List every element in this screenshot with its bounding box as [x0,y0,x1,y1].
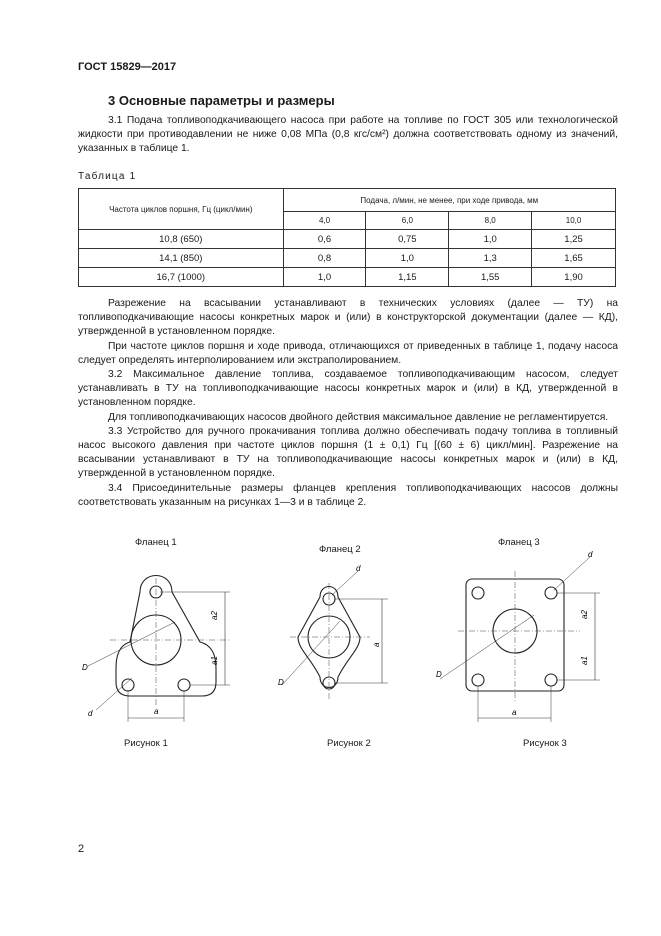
table-1 [78,188,616,287]
table-cell: 0,75 [366,230,449,249]
paragraph: 3.2 Максимальное давление топлива, создаваемое топливоподкачивающим насосом, следует устанавливать в ТУ на топливоподкачивающие насосы конкретных марок и (или) в КД, утвержденной в установленном порядке. [78,369,618,409]
dim-label: a [512,708,517,717]
flange-1-drawing [80,550,240,730]
document-header: ГОСТ 15829—2017 [78,61,177,73]
table-row [79,249,616,268]
table-cell: 10,8 (650) [79,230,284,249]
flange-3-drawing [430,547,610,732]
page-number: 2 [78,843,85,855]
stroke-header: 8,0 [449,212,532,230]
table-cell: 1,65 [532,249,616,268]
table-cell: 0,6 [283,230,366,249]
paragraph: Для топливоподкачивающих насосов двойного действия максимальное давление не регламентируется. [108,411,609,423]
dim-label: D [82,663,88,672]
paragraph: При частоте циклов поршня и ходе привода, отличающихся от приведенных в таблице 1, подачу насоса следует определять интерполированием или экстраполированием. [78,340,618,366]
figure-3-title: Фланец 3 [498,537,540,548]
section-title: 3 Основные параметры и размеры [108,93,335,108]
body-text [78,297,618,510]
dim-label: d [588,550,593,559]
paragraph-3-1 [78,114,618,157]
table-cell: 1,0 [283,268,366,287]
table-row-header: Частота циклов поршня, Гц (цикл/мин) [79,189,284,230]
paragraph: 3.4 Присоединительные размеры фланцев крепления топливоподкачивающих насосов должны соответствовать указанным на рисунках 1—3 и в таблице 2. [78,482,618,508]
dim-label: a1 [580,656,589,665]
table-cell: 1,0 [366,249,449,268]
dim-label: a [154,707,159,716]
table-row [79,268,616,287]
dim-label: d [356,564,361,573]
dim-label: a1 [210,656,219,665]
paragraph: Разрежение на всасывании устанавливают в технических условиях (далее — ТУ) на топливоподкачивающие насосы конкретных марок и (или) в конструкторской документации (далее — КД), утвержденной в установленном порядке. [78,298,618,338]
figure-3-caption: Рисунок 3 [523,738,567,749]
flange-2-drawing [270,557,400,707]
dim-label: d [88,709,93,718]
figure-2-title: Фланец 2 [319,544,361,555]
stroke-header: 4,0 [283,212,366,230]
table-group-header: Подача, л/мин, не менее, при ходе привода, мм [283,189,615,212]
stroke-header: 10,0 [532,212,616,230]
table-cell: 0,8 [283,249,366,268]
table-cell: 1,25 [532,230,616,249]
figure-1-title: Фланец 1 [135,537,177,548]
dim-label: D [436,670,442,679]
paragraph: 3.3 Устройство для ручного прокачивания топлива должно обеспечивать подачу топлива в топливный насос высокого давления при частоте циклов поршня (1 ± 0,1) Гц [(60 ± 6) цикл/мин]. Разрежение на всасывании устанавливают в ТУ на топливоподкачивающие насосы конкретных марок и (или) в КД, утвержденной в установленном порядке. [78,425,618,480]
table-cell: 1,15 [366,268,449,287]
dim-label: a2 [580,610,589,619]
table-cell: 1,3 [449,249,532,268]
table-cell: 1,0 [449,230,532,249]
table-row [79,230,616,249]
table-cell: 1,90 [532,268,616,287]
table-cell: 14,1 (850) [79,249,284,268]
figure-2-caption: Рисунок 2 [327,738,371,749]
figure-1-caption: Рисунок 1 [124,738,168,749]
table-cell: 16,7 (1000) [79,268,284,287]
stroke-header: 6,0 [366,212,449,230]
dim-label: a2 [210,611,219,620]
dim-label: a [372,642,381,647]
table-caption: Таблица 1 [78,171,137,182]
table-cell: 1,55 [449,268,532,287]
dim-label: D [278,678,284,687]
paragraph-3-1-text: 3.1 Подача топливоподкачивающего насоса при работе на топливе по ГОСТ 305 или технологической жидкости при противодавлении не ниже 0,08 МПа (0,8 кгс/см²) должна соответствовать одному из значений, указанных в таблице 1. [78,115,618,155]
